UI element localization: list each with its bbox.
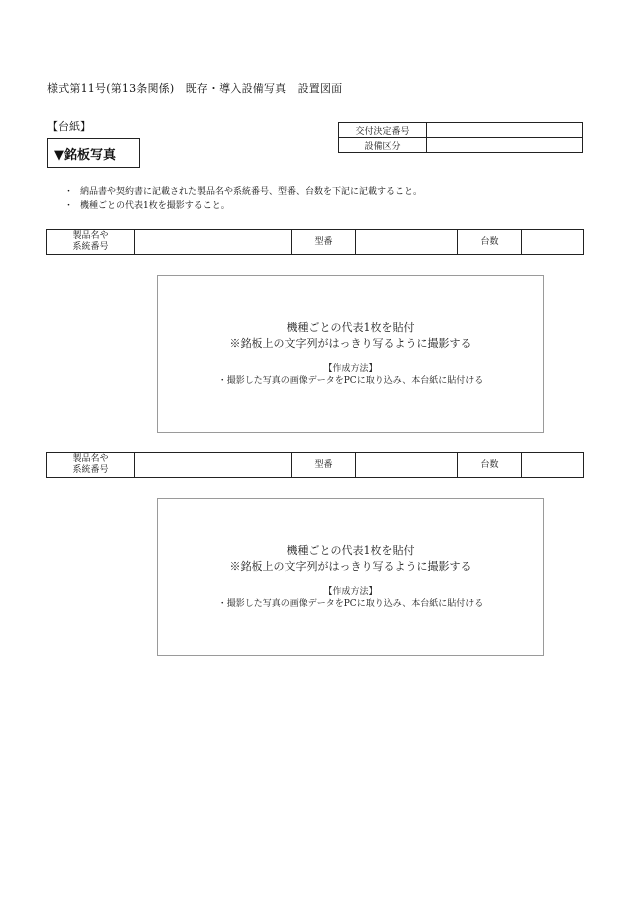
model-number-field[interactable]	[356, 453, 458, 478]
instruction-item: ・ 機種ごとの代表1枚を撮影すること。	[64, 201, 230, 211]
daishi-label: 【台紙】	[47, 120, 91, 133]
unit-count-label: 台数	[458, 453, 522, 478]
model-number-field[interactable]	[356, 230, 458, 255]
instruction-item: ・ 納品書や契約書に記載された製品名や系統番号、型番、台数を下記に記載すること。	[64, 187, 423, 197]
unit-count-field[interactable]	[522, 453, 584, 478]
spec-table	[46, 452, 584, 478]
method-title: 【作成方法】	[323, 587, 378, 597]
method-text: ・撮影した写真の画像データをPCに取り込み、本台紙に貼付ける	[217, 376, 484, 386]
info-table	[338, 122, 583, 153]
unit-count-field[interactable]	[522, 230, 584, 255]
product-name-field[interactable]	[135, 230, 292, 255]
photo-placeholder[interactable]	[157, 275, 544, 433]
model-number-label: 型番	[292, 453, 356, 478]
nameplate-photo-heading: ▼銘板写真	[47, 138, 140, 168]
method-text: ・撮影した写真の画像データをPCに取り込み、本台紙に貼付ける	[217, 599, 484, 609]
photo-note: ※銘板上の文字列がはっきり写るように撮影する	[229, 560, 472, 573]
photo-instruction: 機種ごとの代表1枚を貼付	[286, 321, 415, 334]
page-title: 様式第11号(第13条関係) 既存・導入設備写真 設置図面	[47, 82, 343, 95]
equipment-category-label: 設備区分	[339, 138, 427, 153]
spec-table	[46, 229, 584, 255]
model-number-label: 型番	[292, 230, 356, 255]
method-title: 【作成方法】	[323, 364, 378, 374]
info-row-equipment-category	[339, 138, 583, 153]
photo-instruction: 機種ごとの代表1枚を貼付	[286, 544, 415, 557]
photo-note: ※銘板上の文字列がはっきり写るように撮影する	[229, 337, 472, 350]
product-name-label: 製品名や 系統番号	[47, 230, 135, 255]
unit-count-label: 台数	[458, 230, 522, 255]
info-row-decision-number	[339, 123, 583, 138]
decision-number-field[interactable]	[427, 123, 583, 138]
instructions-list	[64, 185, 422, 213]
equipment-category-field[interactable]	[427, 138, 583, 153]
product-name-label: 製品名や 系統番号	[47, 453, 135, 478]
product-name-field[interactable]	[135, 453, 292, 478]
decision-number-label: 交付決定番号	[339, 123, 427, 138]
photo-placeholder[interactable]	[157, 498, 544, 656]
